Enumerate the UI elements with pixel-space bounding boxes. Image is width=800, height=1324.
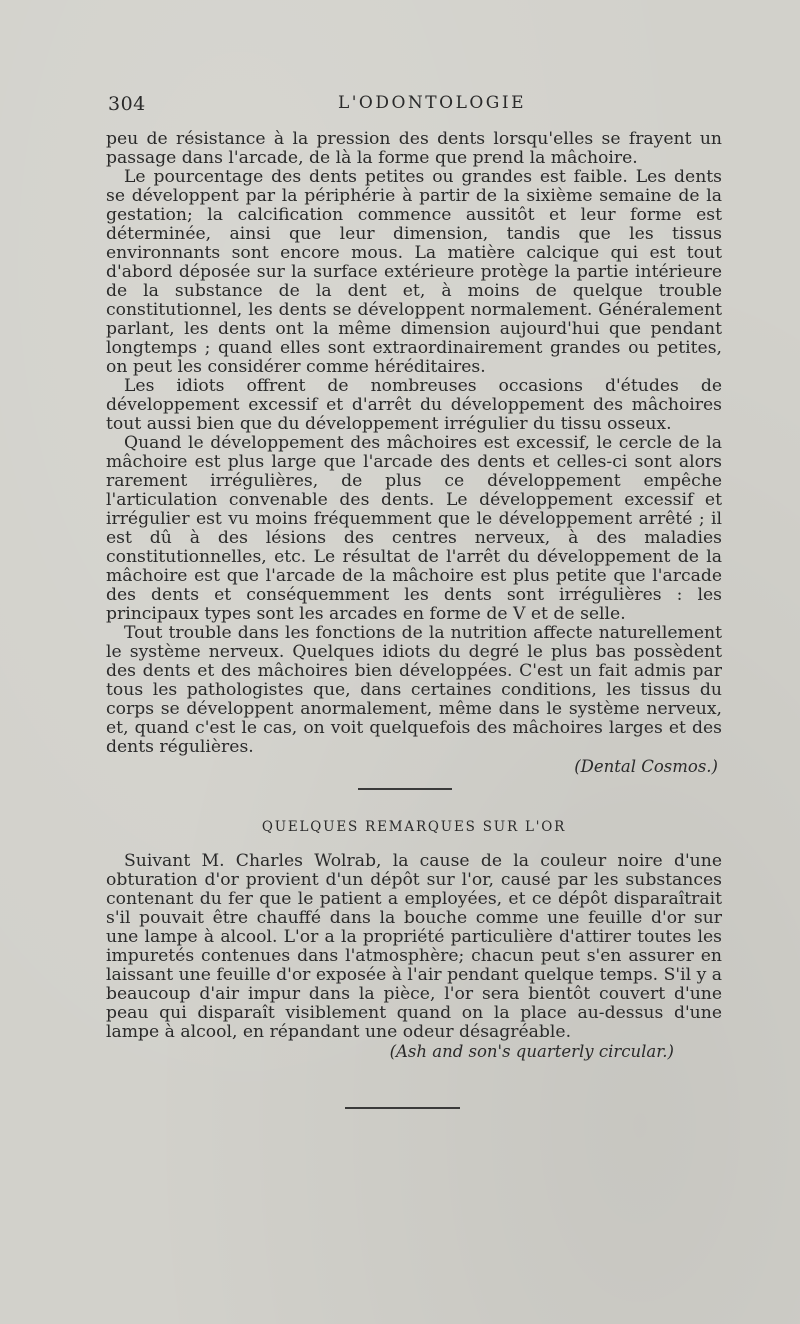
end-divider: [345, 1107, 460, 1109]
paragraph: Le pourcentage des dents petites ou grandes est faible. Les dents se développent par la périphérie à partir de la sixième semaine de la gestation; la calcification commence aussitôt et leur forme est déterminée, ainsi que leur dimension, tandis que les tissus environnants sont encore mous. La matière calcique qui est tout d'abord déposée sur la surface extérieure protège la partie intérieure de la substance de la dent et, à moins de quelque trouble constitutionnel, les dents se développent normalement. Généralement parlant, les dents ont la même dimension aujourd'hui que pendant longtemps ; quand elles sont extraordinairement grandes ou petites, on peut les considérer comme héréditaires.: [106, 167, 722, 377]
paragraph: peu de résistance à la pression des dents lorsqu'elles se frayent un passage dans l'arcade, de là la forme que prend la mâchoire.: [106, 129, 722, 168]
section-heading: QUELQUES REMARQUES SUR L'OR: [261, 819, 567, 835]
article-gold-remarks: [106, 852, 722, 1061]
page-header: [108, 93, 722, 119]
paragraph: Suivant M. Charles Wolrab, la cause de la couleur noire d'une obturation d'or provient d'un dépôt sur l'or, causé par les substances contenant du fer que le patient a employées, et ce dépôt disparaîtrait s'il pouvait être chauffé dans la bouche comme une feuille d'or sur une lampe à alcool. L'or a la propriété particulière d'attirer toutes les impuretés contenues dans l'atmosphère; chacun peut s'en assurer en laissant une feuille d'or exposée à l'air pendant quelque temps. S'il y a beaucoup d'air impur dans la pièce, l'or sera bientôt couvert d'une peau qui disparaît visiblement quand on la place au-dessus d'une lampe à alcool, en répandant une odeur désagréable.: [106, 851, 722, 1042]
paragraph: Tout trouble dans les fonctions de la nutrition affecte naturellement le système nerveux. Quelques idiots du degré le plus bas possèdent des dents et des mâchoires bien développées. C'est un fait admis par tous les pathologistes que, dans certaines conditions, les tissus du corps se développent anormalement, même dans le système nerveux, et, quand c'est le cas, on voit quelquefois des mâchoires larges et des dents régulières.: [106, 623, 722, 757]
paragraph: Quand le développement des mâchoires est excessif, le cercle de la mâchoire est plus large que l'arcade des dents et celles-ci sont alors rarement irrégulières, de plus ce développement empêche l'articulation convenable des dents. Le développement excessif et irrégulier est vu moins fréquemment que le développement arrêté ; il est dû à des lésions des centres nerveux, à des maladies constitutionnelles, etc. Le résultat de l'arrêt du développement de la mâchoire est que l'arcade de la mâchoire est plus petite que l'arcade des dents et conséquemment les dents sont irrégulières : les principaux types sont les arcades en forme de V et de selle.: [106, 433, 722, 624]
page-number: 304: [108, 93, 146, 115]
source-citation: (Dental Cosmos.): [574, 757, 718, 776]
running-title: L'ODONTOLOGIE: [337, 93, 527, 113]
article-dental-development: [106, 130, 722, 776]
paragraph: Les idiots offrent de nombreuses occasions d'études de développement excessif et d'arrêt du développement des mâchoires tout aussi bien que du développement irrégulier du tissu osseux.: [106, 376, 722, 434]
source-citation: (Ash and son's quarterly circular.): [389, 1042, 674, 1061]
section-divider: [358, 788, 452, 790]
